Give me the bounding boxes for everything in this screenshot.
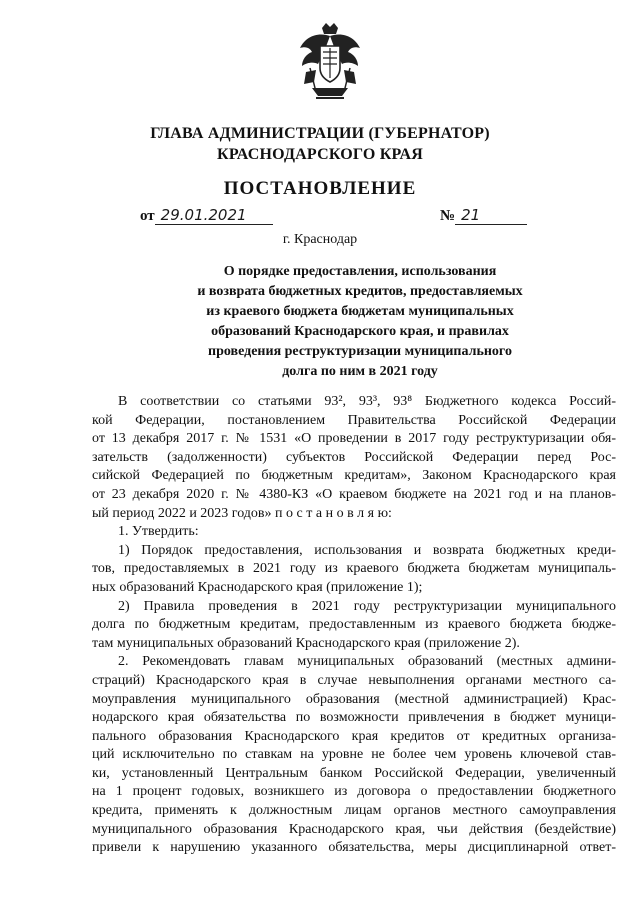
body-line: на 1 процент годовых, возникшего из договора о предоставлении бюджетного bbox=[92, 784, 616, 800]
date-prefix: от bbox=[140, 208, 155, 224]
body-line: 2) Правила проведения в 2021 году реструктуризации муниципального bbox=[118, 598, 616, 614]
body-line: ций исключительно по ставкам на уровне не более чем уровень ключевой став- bbox=[92, 747, 616, 763]
document-body bbox=[92, 393, 616, 858]
subject-line: из краевого бюджета бюджетам муниципальных bbox=[206, 304, 514, 319]
body-line: привели к нарушению указанного обязательства, меры дисциплинарной ответ- bbox=[92, 840, 616, 856]
subject-line: долга по ним в 2021 году bbox=[282, 364, 438, 379]
body-line: нодарского края обязательства по возможности привлечения в бюджет муници- bbox=[92, 710, 616, 726]
body-line: ных образований Краснодарского края (приложение 1); bbox=[92, 579, 423, 595]
document-subject bbox=[160, 262, 560, 382]
subject-line: проведения реструктуризации муниципального bbox=[208, 344, 512, 359]
body-line: 2. Рекомендовать главам муниципальных образований (местных админи- bbox=[118, 654, 616, 670]
body-line: зательств (задолженности) субъектов Российской Федерации перед Рос- bbox=[92, 449, 616, 465]
body-line: от 23 декабря 2020 г. № 4380-КЗ «О краевом бюджете на 2021 год и на планов- bbox=[92, 486, 616, 502]
number-handwritten-value: 21 bbox=[461, 206, 481, 224]
coat-of-arms-emblem bbox=[296, 22, 364, 102]
body-line: тов, предоставляемых в 2021 году из краевого бюджета бюджетам муниципаль- bbox=[92, 561, 616, 577]
body-line: долга по бюджетным кредитам, предоставленным из краевого бюджета бюдже- bbox=[92, 617, 616, 633]
document-type-title: ПОСТАНОВЛЕНИЕ bbox=[223, 178, 417, 199]
document-number bbox=[440, 207, 527, 225]
body-line: ый период 2022 и 2023 годов» п о с т а н о в л я ю: bbox=[92, 505, 392, 521]
date-handwritten-value: 29.01.2021 bbox=[160, 206, 247, 224]
subject-line: и возврата бюджетных кредитов, предоставляемых bbox=[197, 284, 523, 299]
number-prefix: № bbox=[440, 208, 456, 224]
body-line: там муниципальных образований Краснодарского края (приложение 2). bbox=[92, 635, 520, 651]
body-line: муниципального образования Краснодарского края, чьи действия (бездействие) bbox=[92, 821, 616, 837]
body-line: ки, установленный Центральным банком Российской Федерации, увеличенный bbox=[92, 765, 616, 781]
authority-title-line1: ГЛАВА АДМИНИСТРАЦИИ (ГУБЕРНАТОР) bbox=[150, 125, 490, 142]
body-line: пального образования Краснодарского края кредитов от кредитных организа- bbox=[92, 728, 616, 744]
body-line: кой Федерации, постановлением Правительства Российской Федерации bbox=[92, 412, 616, 428]
city-label: г. Краснодар bbox=[282, 232, 358, 247]
body-line: В соответствии со статьями 93², 93³, 93⁸ Бюджетного кодекса Россий- bbox=[118, 394, 616, 409]
subject-line: О порядке предоставления, использования bbox=[223, 264, 497, 279]
body-line: страций) Краснодарского края в случае невыполнения органами местного са- bbox=[92, 672, 616, 688]
document-date bbox=[140, 207, 273, 225]
body-line: моуправления муниципального образования (местной администрацией) Крас- bbox=[92, 691, 616, 707]
body-line: 1) Порядок предоставления, использования и возврата бюджетных креди- bbox=[118, 542, 616, 558]
body-line: кредита, применять к должностным лицам органов местного самоуправления bbox=[92, 803, 616, 819]
body-line: 1. Утвердить: bbox=[118, 524, 199, 540]
body-line: сийской Федерацией по бюджетным кредитам», Законом Краснодарского края bbox=[92, 468, 616, 484]
body-line: от 13 декабря 2017 г. № 1531 «О проведении в 2017 году реструктуризации обя- bbox=[92, 431, 616, 447]
authority-title-line2: КРАСНОДАРСКОГО КРАЯ bbox=[217, 146, 423, 163]
subject-line: образований Краснодарского края, и правилах bbox=[211, 324, 509, 339]
